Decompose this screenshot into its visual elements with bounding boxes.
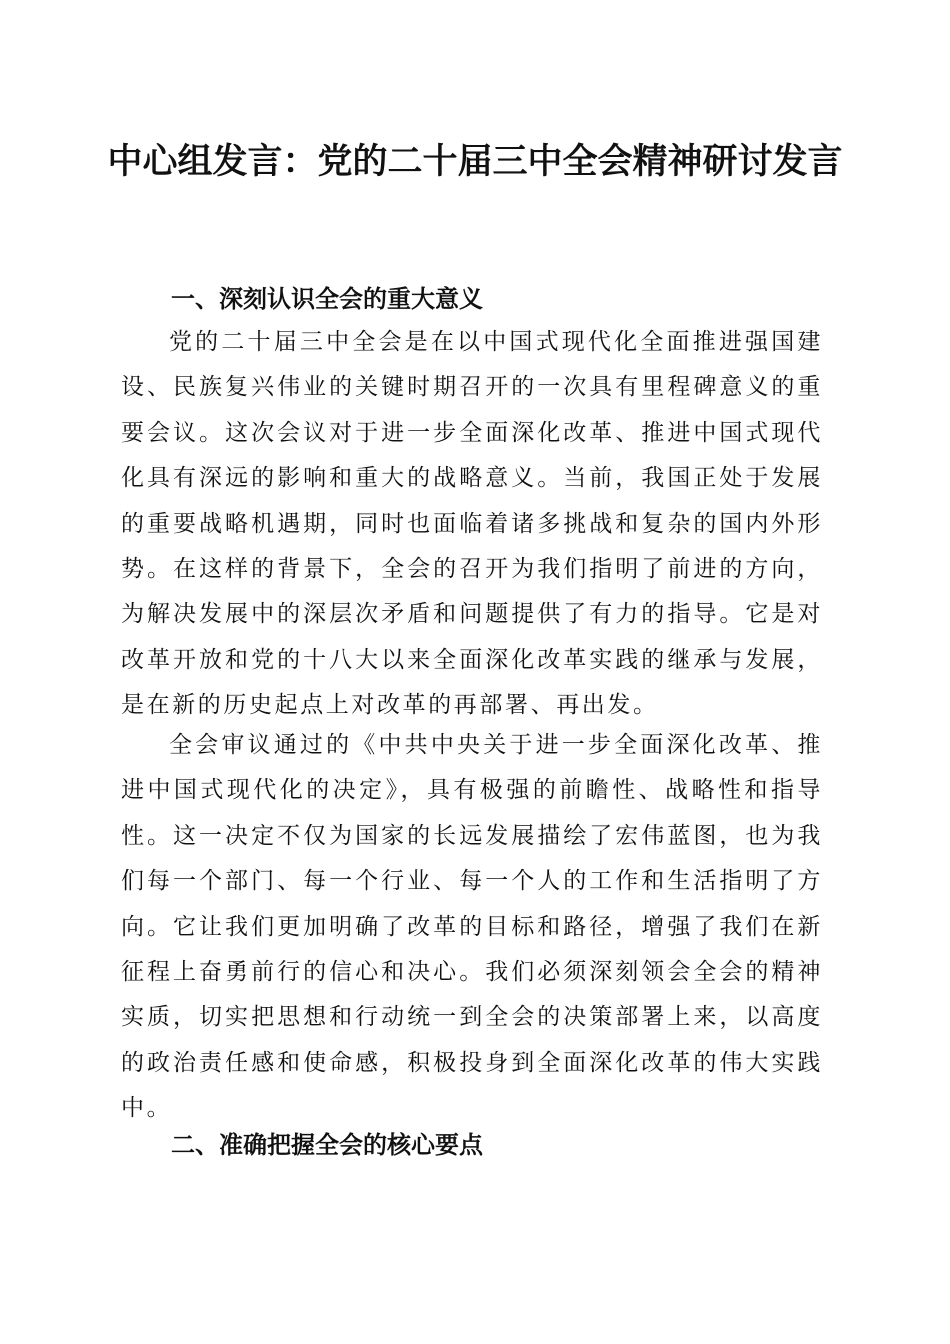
section-1-paragraph-2: 全会审议通过的《中共中央关于进一步全面深化改革、推进中国式现代化的决定》，具有极强的前瞻性、战略性和指导性。这一决定不仅为国家的长远发展描绘了宏伟蓝图，也为我们每一个部门、每一个行业、每一个人的工作和生活指明了方向。它让我们更加明确了改革的目标和路径，增强了我们在新征程上奋勇前行的信心和决心。我们必须深刻领会全会的精神实质，切实把思想和行动统一到全会的决策部署上来，以高度的政治责任感和使命感，积极投身到全面深化改革的伟大实践中。: [121, 732, 823, 1122]
section-heading-1: 一、深刻认识全会的重大意义: [171, 285, 483, 313]
section-1-paragraph-1: 党的二十届三中全会是在以中国式现代化全面推进强国建设、民族复兴伟业的关键时期召开的一次具有里程碑意义的重要会议。这次会议对于进一步全面深化改革、推进中国式现代化具有深远的影响和重大的战略意义。当前，我国正处于发展的重要战略机遇期，同时也面临着诸多挑战和复杂的国内外形势。在这样的背景下，全会的召开为我们指明了前进的方向，为解决发展中的深层次矛盾和问题提供了有力的指导。它是对改革开放和党的十八大以来全面深化改革实践的继承与发展，是在新的历史起点上对改革的再部署、再出发。: [121, 329, 823, 719]
document-title: 中心组发言：党的二十届三中全会精神研讨发言: [107, 141, 843, 182]
section-heading-2: 二、准确把握全会的核心要点: [171, 1131, 483, 1159]
